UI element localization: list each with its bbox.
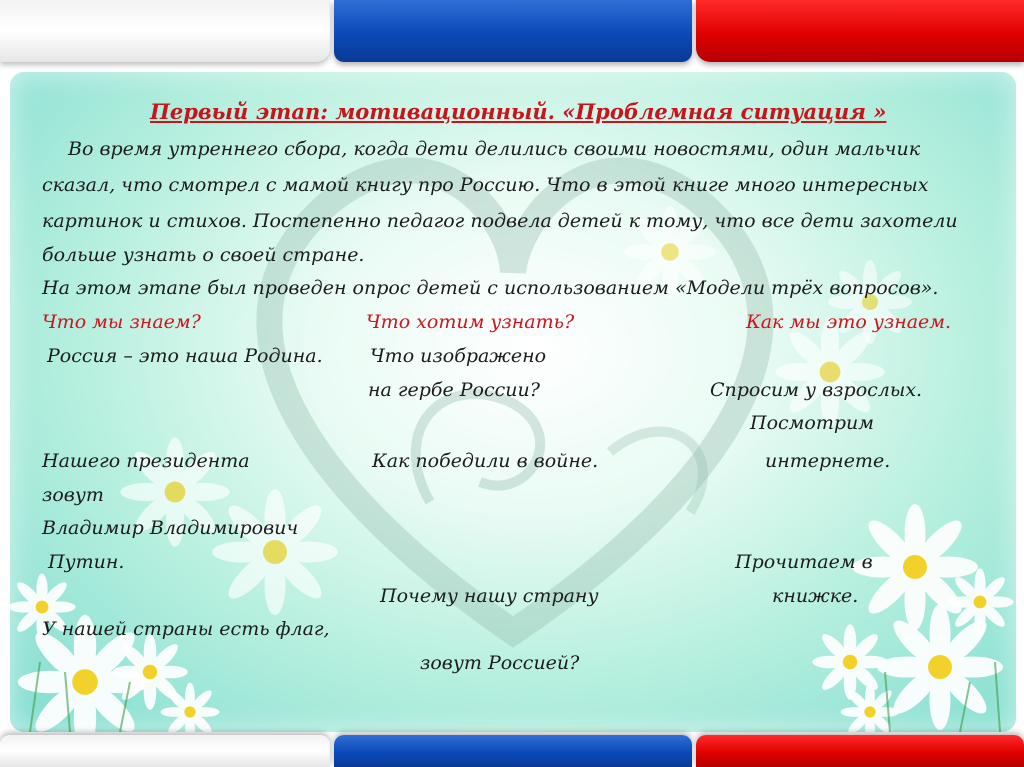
flag-white-stripe-bottom xyxy=(0,735,330,767)
intro-line: сказал, что смотрел с мамой книгу про Россию. Что в этой книге много интересных xyxy=(42,174,929,196)
header-know: Что мы знаем? xyxy=(42,311,201,333)
intro-line: картинок и стихов. Постепенно педагог подвела детей к тому, что все дети захотели xyxy=(42,210,958,232)
how-item: Прочитаем в xyxy=(735,551,873,573)
know-item: Россия – это наша Родина. xyxy=(47,345,323,367)
flag-blue-stripe-bottom xyxy=(334,735,692,767)
how-item: книжке. xyxy=(772,585,859,607)
know-item: Нашего президента xyxy=(42,450,250,472)
know-item: У нашей страны есть флаг, xyxy=(42,618,330,640)
flag-red-stripe-bottom xyxy=(696,735,1024,767)
know-item: Путин. xyxy=(48,551,125,573)
header-want: Что хотим узнать? xyxy=(366,311,575,333)
how-item: Спросим у взрослых. xyxy=(710,379,923,401)
how-item: интернете. xyxy=(765,450,891,472)
intro-line: больше узнать о своей стране. xyxy=(42,244,365,266)
flag-red-stripe-top xyxy=(696,0,1024,62)
slide-title: Первый этап: мотивационный. «Проблемная ситуация » xyxy=(150,99,887,124)
want-item: Что изображено xyxy=(370,345,547,367)
know-item: зовут xyxy=(42,484,104,506)
slide-panel xyxy=(10,72,1016,732)
how-item: Посмотрим xyxy=(750,412,875,434)
want-item: Как победили в войне. xyxy=(372,450,599,472)
header-how: Как мы это узнаем. xyxy=(746,311,952,333)
want-item: зовут Россией? xyxy=(420,652,580,674)
survey-line: На этом этапе был проведен опрос детей с использованием «Модели трёх вопросов». xyxy=(42,277,939,299)
flag-blue-stripe-top xyxy=(334,0,692,62)
want-item: на гербе России? xyxy=(368,379,540,401)
flag-white-stripe-top xyxy=(0,0,330,62)
intro-line: Во время утреннего сбора, когда дети делились своими новостями, один мальчик xyxy=(68,138,921,160)
know-item: Владимир Владимирович xyxy=(42,517,299,539)
want-item: Почему нашу страну xyxy=(380,585,599,607)
